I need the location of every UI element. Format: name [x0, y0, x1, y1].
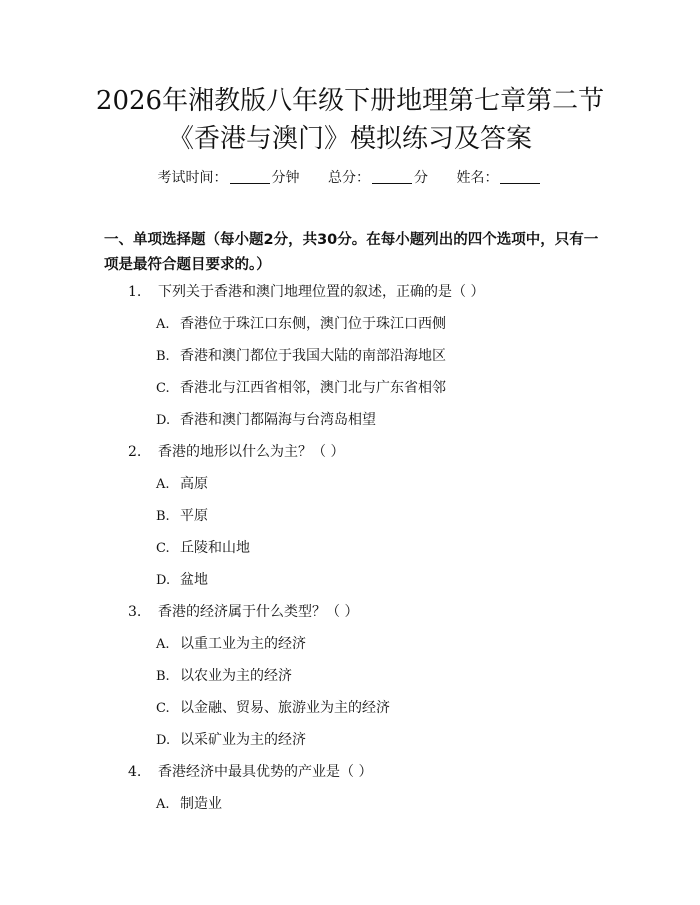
- exam-time-blank: [230, 169, 270, 184]
- total-score-label: 总分：: [328, 170, 370, 186]
- question-text: 下列关于香港和澳门地理位置的叙述，正确的是（ ）: [158, 284, 485, 300]
- option-letter: D.: [156, 573, 171, 588]
- option-text: 以农业为主的经济: [180, 668, 292, 684]
- exam-time-unit: 分钟: [271, 170, 300, 186]
- option-text: 以采矿业为主的经济: [180, 732, 306, 748]
- question-number: 4.: [128, 764, 142, 780]
- option-item: [156, 570, 208, 591]
- option-item: [156, 666, 292, 687]
- option-letter: C.: [156, 381, 170, 396]
- exam-meta-row: [0, 168, 700, 188]
- total-score-blank: [372, 169, 412, 184]
- option-letter: B.: [156, 669, 170, 684]
- option-item: [156, 410, 376, 431]
- option-text: 平原: [180, 508, 208, 524]
- option-text: 香港和澳门都位于我国大陆的南部沿海地区: [180, 348, 446, 364]
- page-title-line2: 《香港与澳门》模拟练习及答案: [167, 124, 532, 154]
- student-name-field: [456, 168, 542, 188]
- option-text: 香港和澳门都隔海与台湾岛相望: [180, 412, 376, 428]
- option-text: 高原: [180, 476, 208, 492]
- option-letter: C.: [156, 541, 170, 556]
- option-item: [156, 698, 390, 719]
- section-heading: 一、单项选择题（每小题2分，共30分。在每小题列出的四个选项中，只有一项是最符合题目要求的。）: [104, 232, 599, 273]
- exam-time-field: [158, 168, 300, 188]
- option-letter: A.: [156, 477, 170, 492]
- option-item: [156, 730, 306, 751]
- option-item: [156, 378, 446, 399]
- option-item: [156, 474, 208, 495]
- question-text: 香港的经济属于什么类型？（ ）: [158, 604, 359, 620]
- question-text: 香港的地形以什么为主？（ ）: [158, 444, 345, 460]
- option-text: 盆地: [180, 572, 208, 588]
- option-letter: B.: [156, 349, 170, 364]
- student-name-blank: [500, 169, 540, 184]
- option-item: [156, 346, 446, 367]
- option-letter: A.: [156, 317, 170, 332]
- option-letter: A.: [156, 637, 170, 652]
- option-item: [156, 538, 250, 559]
- option-item: [156, 314, 446, 335]
- total-score-field: [328, 168, 428, 188]
- option-item: [156, 506, 208, 527]
- total-score-unit: 分: [414, 170, 428, 186]
- option-letter: A.: [156, 797, 170, 812]
- question-item: [128, 282, 484, 302]
- question-item: [128, 602, 358, 622]
- option-text: 香港位于珠江口东侧，澳门位于珠江口西侧: [180, 316, 446, 332]
- student-name-label: 姓名：: [456, 170, 499, 186]
- option-letter: D.: [156, 413, 171, 428]
- option-letter: C.: [156, 701, 170, 716]
- question-text: 香港经济中最具优势的产业是（ ）: [158, 764, 373, 780]
- question-number: 1.: [128, 284, 142, 300]
- option-item: [156, 634, 306, 655]
- option-text: 香港北与江西省相邻，澳门北与广东省相邻: [180, 380, 446, 396]
- option-item: [156, 794, 222, 815]
- question-item: [128, 762, 372, 782]
- option-text: 以重工业为主的经济: [180, 636, 306, 652]
- option-letter: B.: [156, 509, 170, 524]
- page-title-line1: 2026年湘教版八年级下册地理第七章第二节: [95, 86, 605, 116]
- option-text: 以金融、贸易、旅游业为主的经济: [180, 700, 390, 716]
- exam-time-label: 考试时间：: [157, 170, 228, 186]
- option-text: 丘陵和山地: [180, 540, 250, 556]
- option-letter: D.: [156, 733, 171, 748]
- question-number: 3.: [128, 604, 142, 620]
- question-number: 2.: [128, 444, 142, 460]
- question-item: [128, 442, 344, 462]
- option-text: 制造业: [180, 796, 222, 812]
